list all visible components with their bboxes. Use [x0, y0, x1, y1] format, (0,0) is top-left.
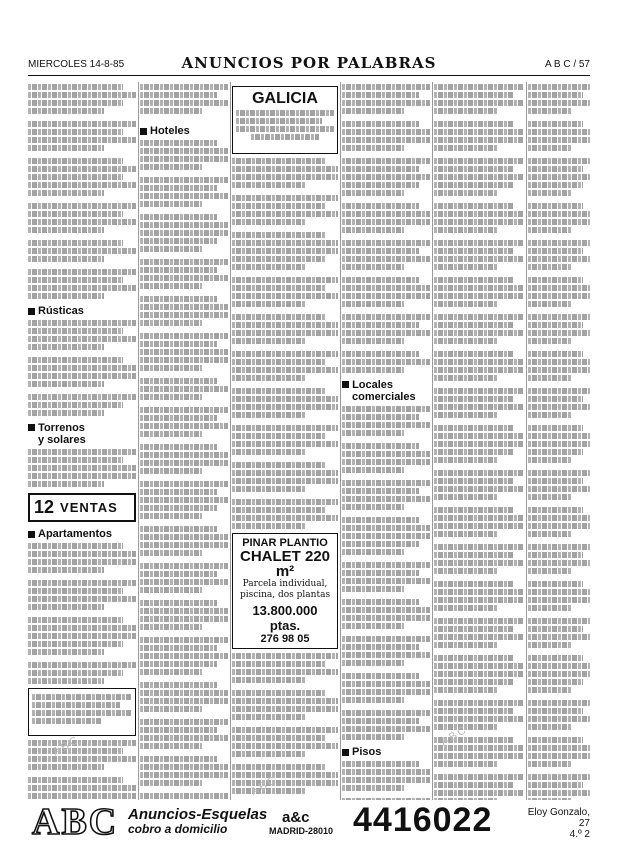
chalet-ad-title: PINAR PLANTIO — [242, 537, 328, 549]
column-5 — [434, 82, 524, 800]
section-heading-apartamentos: Apartamentos — [28, 528, 136, 540]
watermark: ABC — [50, 733, 82, 759]
madrid-postcode: MADRID-28010 — [269, 826, 334, 836]
street-address: Eloy Gonzalo, 27 — [527, 807, 590, 829]
classifieds-columns — [28, 82, 590, 800]
abc-logo: ABC — [32, 801, 119, 843]
ventas-banner: 12 VENTAS — [28, 493, 136, 522]
chalet-ad-phone: 276 98 05 — [260, 633, 310, 645]
watermark: ABC — [438, 723, 470, 749]
column-3 — [232, 82, 338, 800]
section-heading-locales: Locales comerciales — [342, 379, 430, 403]
footer-address — [524, 807, 590, 840]
floor-number: 4.º 2 — [569, 829, 590, 840]
column-6 — [528, 82, 590, 800]
galicia-ad — [232, 86, 338, 154]
column-4 — [342, 82, 430, 800]
pinar-plantio-ad — [232, 533, 338, 649]
cobro-domicilio-text: cobro a domicilio — [128, 822, 228, 836]
section-heading-rusticas: Rústicas — [28, 305, 136, 317]
chalet-ad-text: Parcela individual, piscina, dos plantas — [239, 579, 331, 600]
issue-date: MIERCOLES 14-8-85 — [28, 59, 125, 70]
watermark: ABC — [248, 773, 280, 799]
anuncios-esquelas-title: Anuncios-Esquelas — [128, 806, 268, 823]
boxed-ad — [28, 688, 136, 736]
galicia-title: GALICIA — [252, 90, 318, 107]
section-heading-pisos: Pisos — [342, 746, 430, 758]
footer-advert — [28, 801, 590, 843]
section-heading-hoteles: Hoteles — [140, 125, 228, 137]
chalet-ad-subtitle: CHALET 220 m² — [239, 548, 331, 580]
column-2 — [140, 82, 228, 800]
section-title: ANUNCIOS POR PALABRAS — [181, 54, 437, 72]
chalet-ad-price: 13.800.000 ptas. — [252, 603, 318, 633]
footer-phone-number: 4416022 — [353, 801, 493, 839]
section-heading-torrenos: Torrenos y solares — [28, 422, 136, 446]
page-header — [28, 54, 590, 76]
column-1 — [28, 82, 136, 800]
page-number: A B C / 57 — [544, 59, 590, 70]
abc-mini-logo: a&c — [282, 809, 310, 826]
